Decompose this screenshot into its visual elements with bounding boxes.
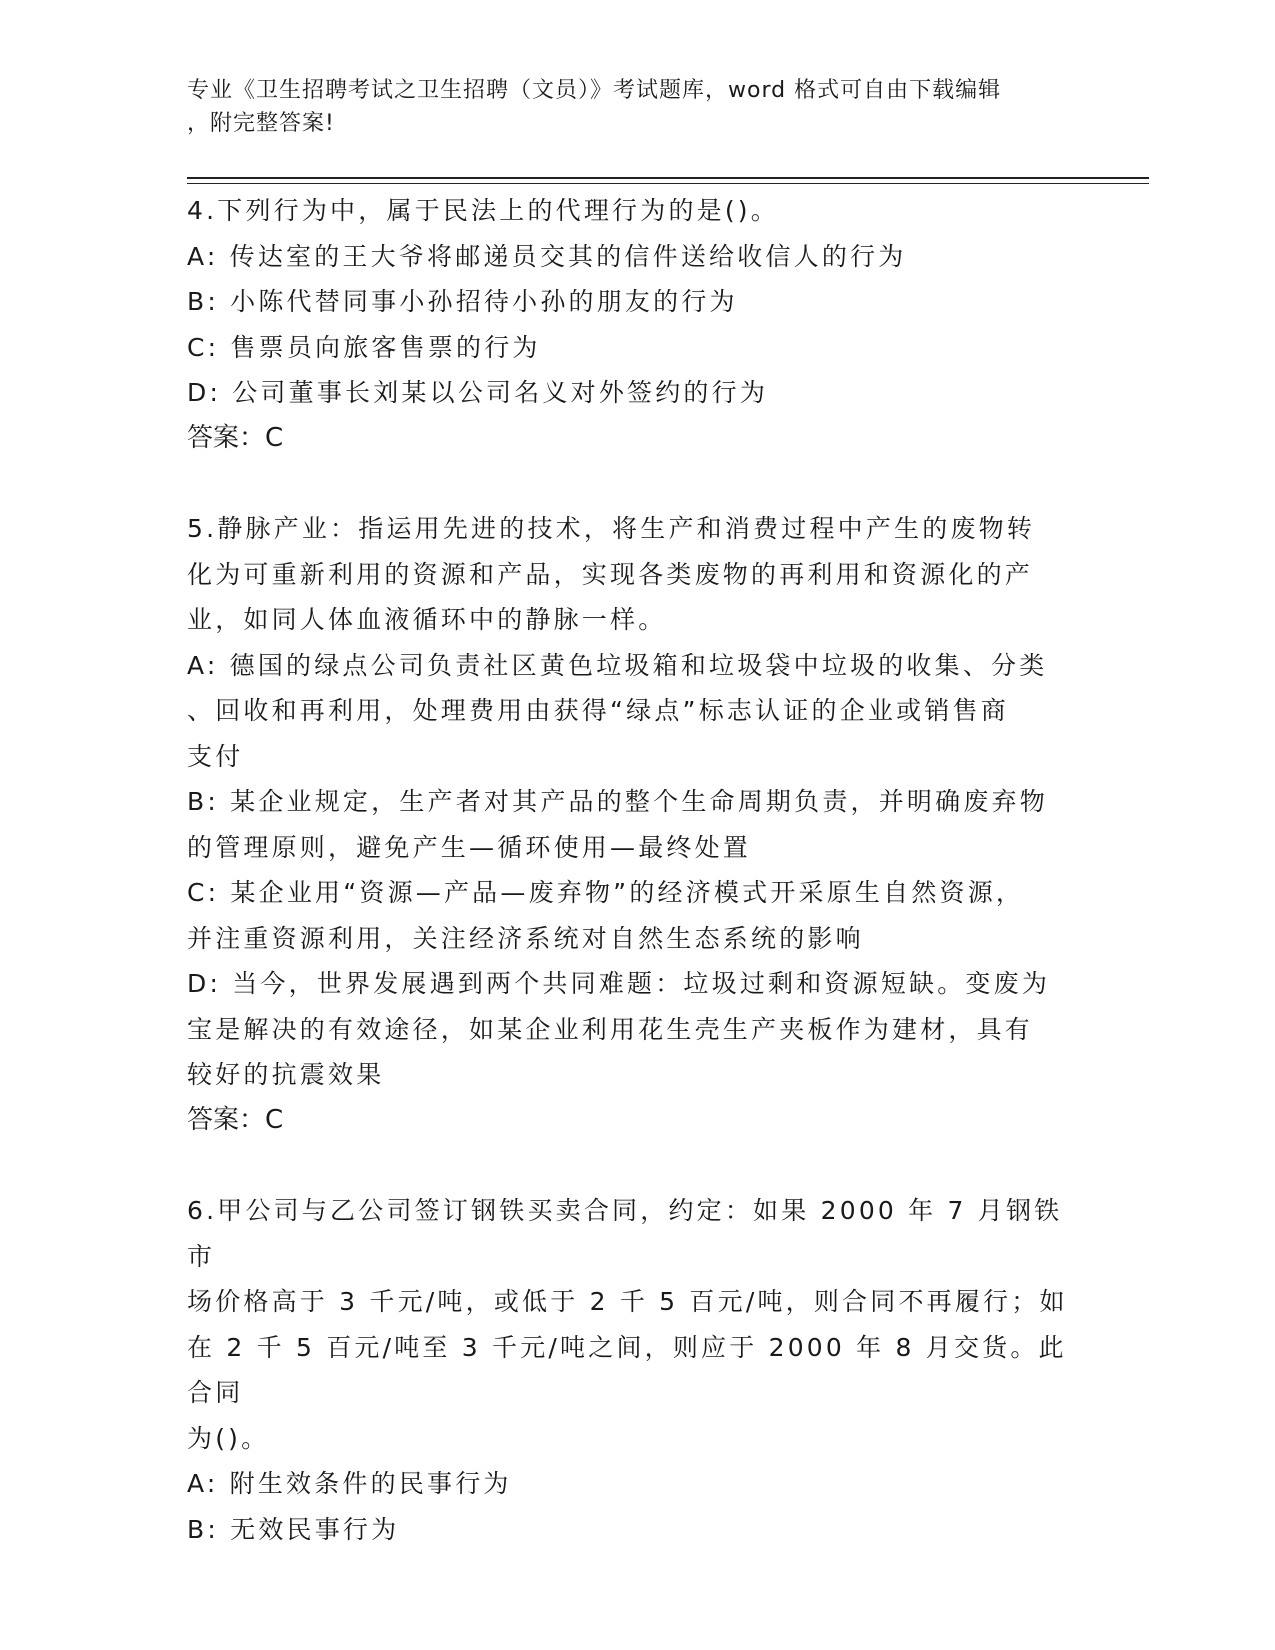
- option-c-cont: 并注重资源利用，关注经济系统对自然生态系统的影响: [187, 923, 864, 953]
- option-a-cont: 、回收和再利用，处理费用由获得“绿点”标志认证的企业或销售商: [187, 696, 1009, 725]
- option-b: B: 某企业规定，生产者对其产品的整个生命周期负责，并明确废弃物: [187, 787, 1048, 816]
- answer: 答案：C: [187, 422, 284, 453]
- option-d: D: 当今，世界发展遇到两个共同难题：垃圾过剩和资源短缺。变废为: [187, 969, 1051, 998]
- spacer: [187, 1143, 1077, 1188]
- question-stem-line: 5.静脉产业：指运用先进的技术，将生产和消费过程中产生的废物转: [187, 514, 1036, 543]
- question-stem-line: 业，如同人体血液循环中的静脉一样。: [187, 605, 667, 634]
- spacer: [187, 461, 1077, 506]
- question-list: [187, 188, 1077, 1552]
- option-c: C: 售票员向旅客售票的行为: [187, 332, 541, 362]
- option-a-cont: 支付: [187, 741, 244, 771]
- header-divider-thin: [187, 183, 1149, 184]
- header-title: 专业《卫生招聘考试之卫生招聘（文员）》考试题库，word 格式可自由下载编辑: [187, 78, 1002, 103]
- header-subtitle: ，附完整答案!: [187, 111, 335, 136]
- option-a: A: 德国的绿点公司负责社区黄色垃圾箱和垃圾袋中垃圾的收集、分类: [187, 650, 1048, 680]
- option-a: A: 附生效条件的民事行为: [187, 1469, 512, 1498]
- question-stem-line: 6.甲公司与乙公司签订钢铁买卖合同，约定：如果 2000 年 7 月钢铁市: [187, 1196, 1063, 1271]
- option-d: D: 公司董事长刘某以公司名义对外签约的行为: [187, 378, 769, 407]
- option-c: C: 某企业用“资源—产品—废弃物”的经济模式开采原生自然资源，: [187, 878, 1025, 907]
- option-d-cont: 宝是解决的有效途径，如某企业利用花生壳生产夹板作为建材，具有: [187, 1014, 1034, 1044]
- option-a: A: 传达室的王大爷将邮递员交其的信件送给收信人的行为: [187, 241, 907, 271]
- question-stem-line: 为()。: [187, 1423, 270, 1453]
- question-4: [187, 188, 1077, 461]
- option-b-cont: 的管理原则，避免产生—循环使用—最终处置: [187, 832, 752, 862]
- question-6: [187, 1188, 1077, 1552]
- option-d-cont: 较好的抗震效果: [187, 1060, 385, 1089]
- question-5: [187, 506, 1077, 1143]
- page-header: [187, 74, 1067, 140]
- option-b: B: 小陈代替同事小孙招待小孙的朋友的行为: [187, 287, 738, 316]
- header-divider-thick: [187, 177, 1149, 179]
- option-b: B: 无效民事行为: [187, 1514, 400, 1544]
- question-stem-line: 在 2 千 5 百元/吨至 3 千元/吨之间，则应于 2000 年 8 月交货。此合同: [187, 1332, 1067, 1407]
- question-stem: 4.下列行为中，属于民法上的代理行为的是()。: [187, 196, 779, 225]
- question-stem-line: 场价格高于 3 千元/吨，或低于 2 千 5 百元/吨，则合同不再履行；如: [187, 1287, 1068, 1316]
- answer: 答案：C: [187, 1104, 284, 1135]
- question-stem-line: 化为可重新利用的资源和产品，实现各类废物的再利用和资源化的产: [187, 559, 1034, 589]
